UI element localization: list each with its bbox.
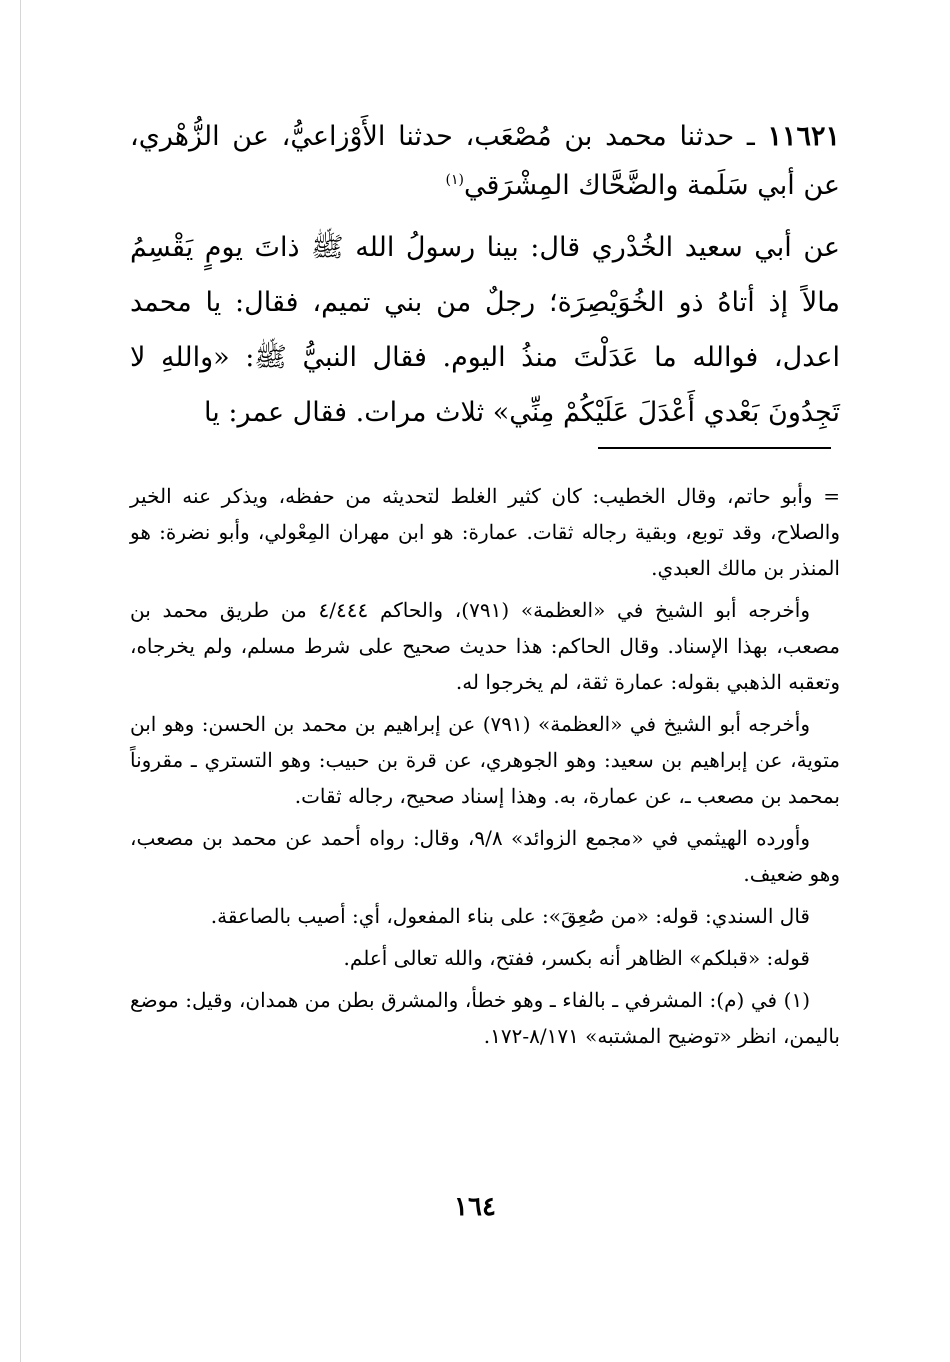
isnad-line-2: عن أبي سَلَمة والضَّحَّاك المِشْرَقي [464, 170, 840, 201]
footnote-paragraph: (١) في (م): المشرفي ـ بالفاء ـ وهو خطأ، والمشرق بطن من همدان، وقيل: موضع باليمن، انظر «توضيح المشتبه» ٨/١٧١-١٧٢. [130, 988, 840, 1048]
footnote-paragraph: وأورده الهيثمي في «مجمع الزوائد» ٩/٨، وقال: رواه أحمد عن محمد بن مصعب، وهو ضعيف. [130, 826, 840, 886]
isnad [130, 112, 840, 210]
footnote-paragraph: وأخرجه أبو الشيخ في «العظمة» (٧٩١)، والحاكم ٤/٤٤٤ من طريق محمد بن مصعب، بهذا الإسناد. وقال الحاكم: هذا حديث صحيح على شرط مسلم، ولم يخرجاه، وتعقبه الذهبي بقوله: عمارة ثقة، لم يخرجوا له. [130, 598, 840, 694]
footnotes [130, 478, 840, 1060]
page-number: ١٦٤ [454, 1192, 496, 1222]
scan-edge-line [20, 0, 21, 1362]
footnote-marker: (١) [445, 172, 465, 188]
footnote-paragraph: قال السندي: قوله: «من صُعِقَ»: على بناء المفعول، أي: أصيب بالصاعقة. [210, 904, 810, 928]
footnote-paragraph: قوله: «قبلكم» الظاهر أنه بكسر، ففتح، والله تعالى أعلم. [343, 946, 810, 970]
isnad-line-1: ـ حدثنا محمد بن مُصْعَب، حدثنا الأَوْزاعيُّ، عن الزُّهْري، [130, 121, 755, 152]
footnote-paragraph: = وأبو حاتم، وقال الخطيب: كان كثير الغلط لتحديثه من حفظه، ويذكر عنه الخير والصلاح، وقد توبع، وبقية رجاله ثقات. عمارة: هو ابن مهران المِعْولي، وأبو نضرة: هو المنذر بن مالك العبدي. [130, 484, 841, 580]
footnote-divider [598, 447, 831, 449]
main-text [130, 112, 840, 440]
footnote-paragraph: وأخرجه أبو الشيخ في «العظمة» (٧٩١) عن إبراهيم بن محمد بن الحسن: وهو ابن متوية، عن إبراهيم بن سعيد: وهو الجوهري، عن قرة بن حبيب: وهو التستري ـ مقروناً بمحمد بن مصعب ـ، عن عمارة، به. وهذا إسناد صحيح، رجاله ثقات. [130, 712, 840, 808]
hadith-matn: عن أبي سعيد الخُدْري قال: بينا رسولُ الله ﷺ ذاتَ يومٍ يَقْسِمُ مالاً إذ أتاهُ ذو الخُوَيْصِرَة؛ رجلٌ من بني تميم، فقال: يا محمد اعدل، فوالله ما عَدَلْتَ منذُ اليوم. فقال النبيُّ ﷺ: «واللهِ لا تَجِدُونَ بَعْدي أَعْدَلَ عَلَيْكُمْ مِنِّي» ثلاث مرات. فقال عمر: يا [130, 232, 840, 428]
hadith-number: ١١٦٢١ [767, 121, 840, 152]
